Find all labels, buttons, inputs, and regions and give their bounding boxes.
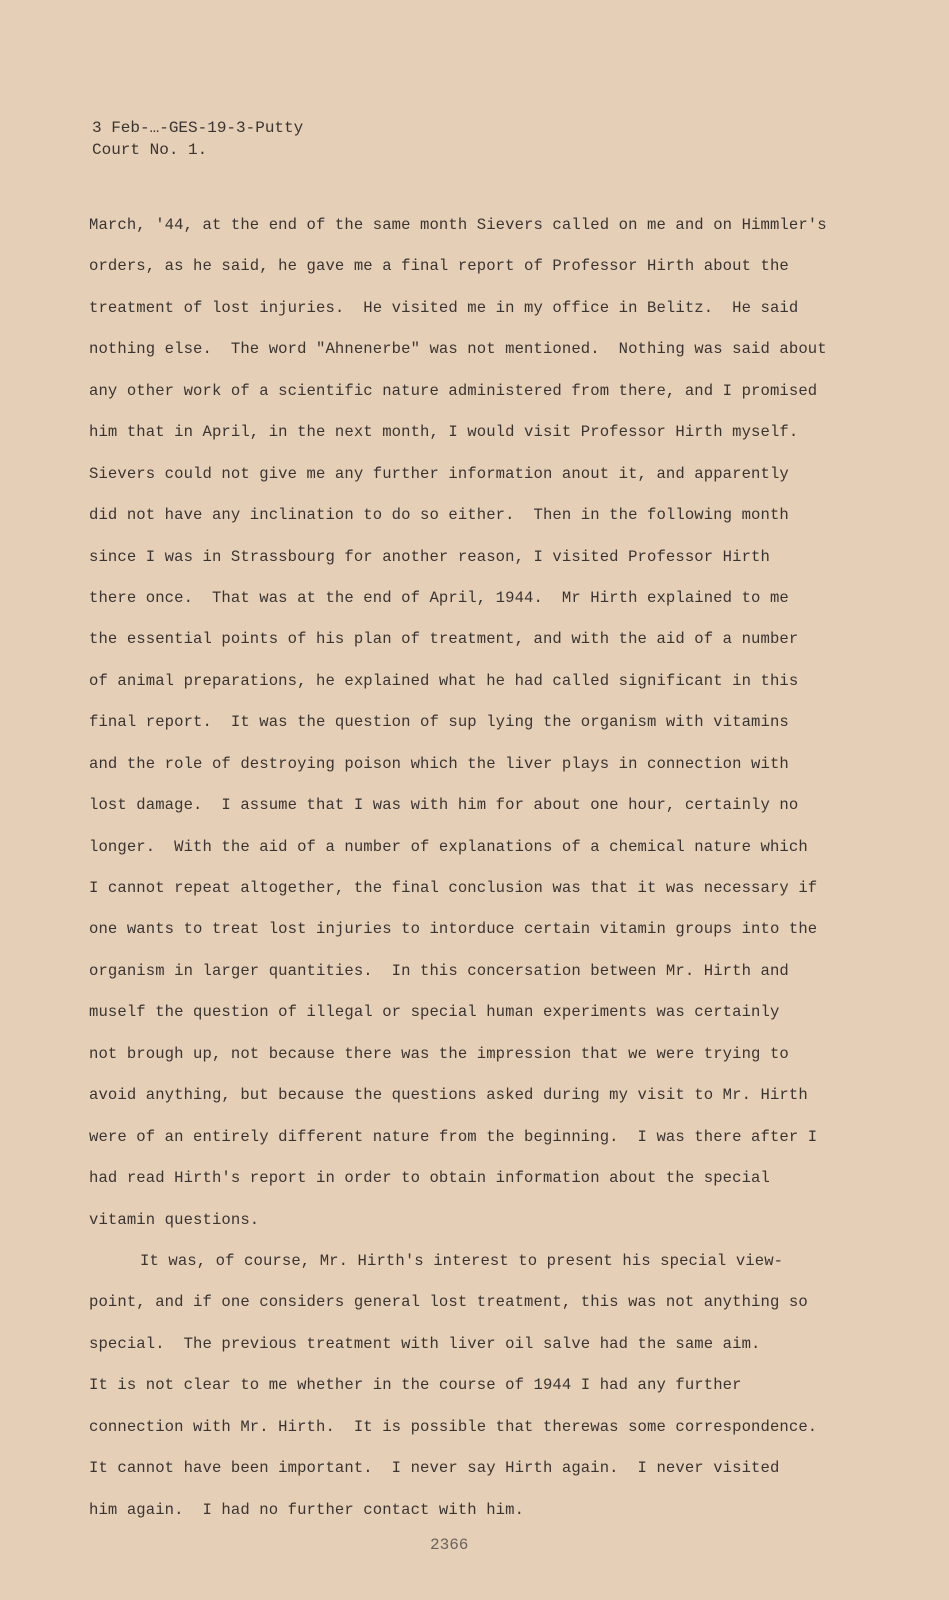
document-body xyxy=(89,214,889,1540)
text-line: March, '44, at the end of the same month Sievers called on me and on Himmler's xyxy=(89,216,827,234)
text-line: nothing else. The word "Ahnenerbe" was not mentioned. Nothing was said about xyxy=(89,340,827,359)
text-line: not brough up, not because there was the impression that we were trying to xyxy=(89,1044,789,1063)
text-line: lost damage. I assume that I was with him for about one hour, certainly no xyxy=(89,796,799,815)
text-line: him again. I had no further contact with him. xyxy=(89,1500,525,1519)
text-line: I cannot repeat altogether, the final conclusion was that it was necessary if xyxy=(89,879,818,897)
text-line: treatment of lost injuries. He visited me in my office in Belitz. He said xyxy=(89,298,799,317)
text-line: It cannot have been important. I never say Hirth again. I never visited xyxy=(89,1459,780,1478)
text-line: had read Hirth's report in order to obtain information about the special xyxy=(89,1169,770,1188)
text-line: It is not clear to me whether in the course of 1944 I had any further xyxy=(89,1376,742,1395)
text-line: the essential points of his plan of treatment, and with the aid of a number xyxy=(89,630,799,649)
text-line: connection with Mr. Hirth. It is possible that therewas some correspondence. xyxy=(89,1417,818,1436)
text-line: special. The previous treatment with liver oil salve had the same aim. xyxy=(89,1334,761,1353)
text-line: there once. That was at the end of April, 1944. Mr Hirth explained to me xyxy=(89,588,789,607)
text-line: point, and if one considers general lost treatment, this was not anything so xyxy=(89,1293,808,1312)
text-line: him that in April, in the next month, I would visit Professor Hirth myself. xyxy=(89,423,799,442)
text-line: final report. It was the question of sup lying the organism with vitamins xyxy=(89,713,789,732)
text-line: of animal preparations, he explained what he had called significant in this xyxy=(89,671,799,690)
text-line: and the role of destroying poison which the liver plays in connection with xyxy=(89,754,789,773)
paragraph-start-line: It was, of course, Mr. Hirth's interest to present his special view- xyxy=(140,1251,784,1270)
text-line: longer. With the aid of a number of explanations of a chemical nature which xyxy=(89,837,808,856)
text-line: did not have any inclination to do so either. Then in the following month xyxy=(89,506,789,525)
text-line: any other work of a scientific nature administered from there, and I promised xyxy=(89,381,818,400)
document-header xyxy=(92,117,303,161)
text-line: organism in larger quantities. In this concersation between Mr. Hirth and xyxy=(89,961,789,980)
text-line: muself the question of illegal or special human experiments was certainly xyxy=(89,1003,780,1022)
header-court: Court No. 1. xyxy=(92,141,208,159)
page-number: 2366 xyxy=(430,1536,469,1554)
text-line: Sievers could not give me any further information anout it, and apparently xyxy=(89,464,789,483)
text-line: orders, as he said, he gave me a final report of Professor Hirth about the xyxy=(89,257,789,276)
text-line: avoid anything, but because the questions asked during my visit to Mr. Hirth xyxy=(89,1086,808,1105)
text-line: were of an entirely different nature from the beginning. I was there after I xyxy=(89,1127,818,1146)
header-reference: 3 Feb-…-GES-19-3-Putty xyxy=(92,119,304,137)
text-line: since I was in Strassbourg for another reason, I visited Professor Hirth xyxy=(89,547,770,566)
text-line: one wants to treat lost injuries to intorduce certain vitamin groups into the xyxy=(89,920,818,939)
text-line: vitamin questions. xyxy=(89,1210,260,1229)
